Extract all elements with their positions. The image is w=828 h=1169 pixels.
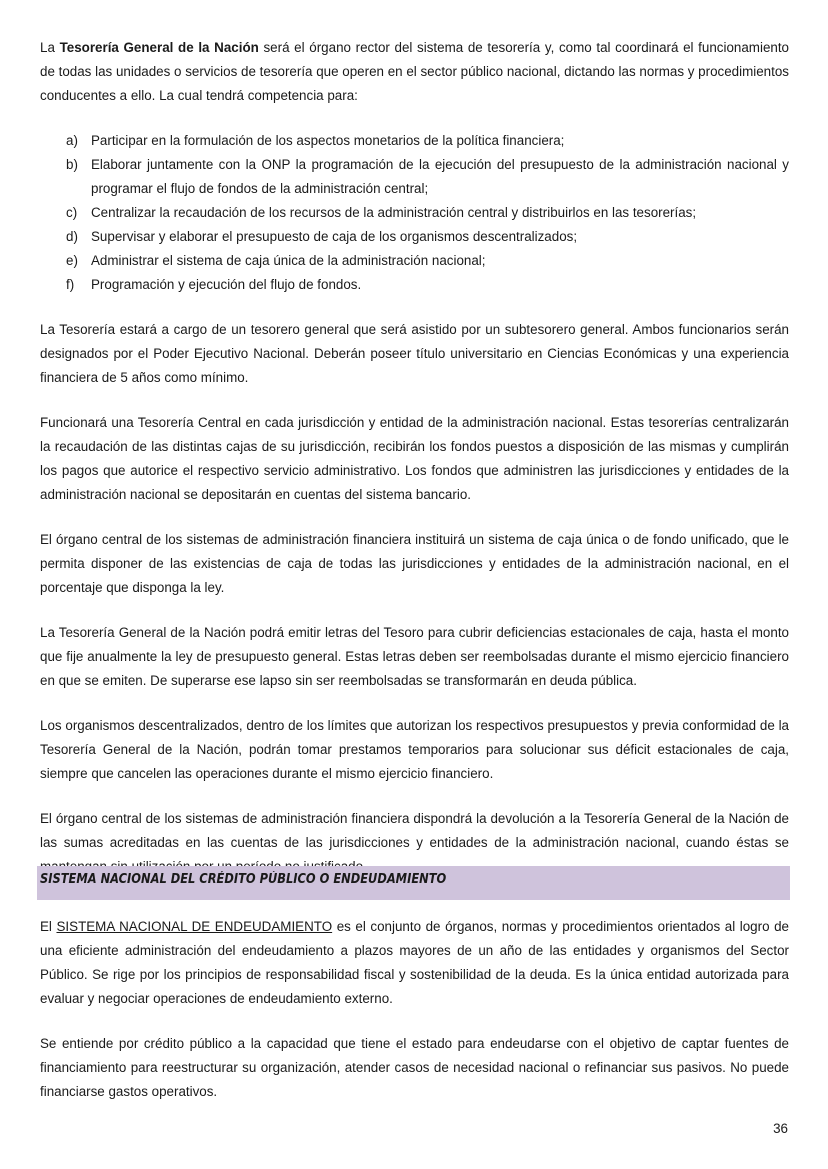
list-item-text: Participar en la formulación de los aspectos monetarios de la política financiera;: [91, 133, 565, 148]
sistema-prefix: El: [40, 919, 57, 934]
list-item-text: Supervisar y elaborar el presupuesto de caja de los organismos descentralizados;: [91, 229, 578, 244]
paragraph-credito-publico: Se entiende por crédito público a la capacidad que tiene el estado para endeudarse con el objetivo de captar fuentes de financiamiento para reestructurar su organización, atender casos de necesidad nacional o refinanciar sus pasivos. No puede financiarse gastos operativos.: [40, 1036, 789, 1099]
paragraph-sistema-endeudamiento: [40, 915, 789, 1011]
list-item: [40, 129, 789, 153]
intro-bold-term: Tesorería General de la Nación: [59, 40, 259, 55]
sistema-underlined-term: SISTEMA NACIONAL DE ENDEUDAMIENTO: [56, 919, 333, 934]
document-body: [40, 36, 789, 879]
section-heading-band: [37, 866, 790, 900]
sistema-rest: es el conjunto de órganos, normas y procedimientos orientados al logro de una eficiente administración del endeudamiento a plazos mayores de un año de las entidades y organismos del Sector Público. Se rige por los principios de responsabilidad fiscal y sostenibilidad de la deuda. Es la única entidad autorizada para evaluar y negociar operaciones de endeudamiento externo.: [40, 919, 789, 1006]
list-item: [40, 201, 789, 225]
intro-prefix: La: [40, 40, 60, 55]
paragraph-letras-tesoro: La Tesorería General de la Nación podrá emitir letras del Tesoro para cubrir deficiencias estacionales de caja, hasta el monto que fije anualmente la ley de presupuesto general. Estas letras deben ser reembolsadas durante el mismo ejercicio financiero en que se emiten. De superarse ese lapso sin ser reembolsadas se transformarán en deuda pública.: [40, 625, 789, 688]
paragraph-tesoreria-central: Funcionará una Tesorería Central en cada jurisdicción y entidad de la administración nacional. Estas tesorerías centralizarán la recaudación de las distintas cajas de su jurisdicción, recibirán los fondos puestos a disposición de las mismas y cumplirán los pagos que autorice el respectivo servicio administrativo. Los fondos que administren las jurisdicciones y entidades de la administración nacional se depositarán en cuentas del sistema bancario.: [40, 415, 789, 502]
paragraph-organismos: Los organismos descentralizados, dentro de los límites que autorizan los respectivos presupuestos y previa conformidad de la Tesorería General de la Nación, podrán tomar prestamos temporarios para solucionar sus déficit estacionales de caja, siempre que cancelen las operaciones durante el mismo ejercicio financiero.: [40, 718, 789, 781]
list-item-text: Programación y ejecución del flujo de fondos.: [91, 277, 362, 292]
competencias-list: [40, 129, 789, 297]
section-body: [40, 915, 789, 1104]
paragraph-caja-unica: El órgano central de los sistemas de administración financiera instituirá un sistema de caja única o de fondo unificado, que le permita disponer de las existencias de caja de todas las jurisdicciones y entidades de la administración nacional, en el porcentaje que disponga la ley.: [40, 532, 789, 595]
paragraph-devolucion: El órgano central de los sistemas de administración financiera dispondrá la devolución a la Tesorería General de la Nación de las sumas acreditadas en las cuentas de las jurisdicciones y entidades de la administración nacional, cuando éstas se: [40, 811, 789, 850]
list-item-text: Centralizar la recaudación de los recursos de la administración central y distribuirlos en las tesorerías;: [91, 205, 697, 220]
list-marker: b): [66, 157, 78, 172]
intro-rest: será el órgano rector del sistema de tesorería y, como tal coordinará el funcionamiento de todas las unidades o servicios de tesorería que operen en el sector público nacional, dictando las normas y procedimientos conducentes a ello. La cual tendrá competencia para:: [40, 40, 790, 103]
page-number: 36: [773, 1121, 788, 1136]
list-marker: a): [66, 133, 78, 148]
list-marker: e): [66, 253, 78, 268]
section-title: SISTEMA NACIONAL DEL CRÉDITO PÚBLICO O ENDEUDAMIENTO: [40, 872, 447, 887]
list-item: [40, 225, 789, 249]
intro-paragraph: [40, 36, 789, 108]
list-marker: c): [66, 205, 78, 220]
list-marker: d): [66, 229, 78, 244]
paragraph-tesorero: La Tesorería estará a cargo de un tesorero general que será asistido por un subtesorero general. Ambos funcionarios serán designados por el Poder Ejecutivo Nacional. Deberán poseer título universitario en Ciencias Económicas y una experiencia financiera de 5 años como mínimo.: [40, 322, 789, 385]
list-item-text: Elaborar juntamente con la ONP la programación de la ejecución del presupuesto de la administración nacional y programar el flujo de fondos de la administración central;: [91, 157, 789, 196]
list-item-text: Administrar el sistema de caja única de la administración nacional;: [91, 253, 486, 268]
list-item: [40, 249, 789, 273]
list-marker: f): [66, 277, 75, 292]
list-item: [40, 273, 789, 297]
list-item: [40, 153, 789, 201]
